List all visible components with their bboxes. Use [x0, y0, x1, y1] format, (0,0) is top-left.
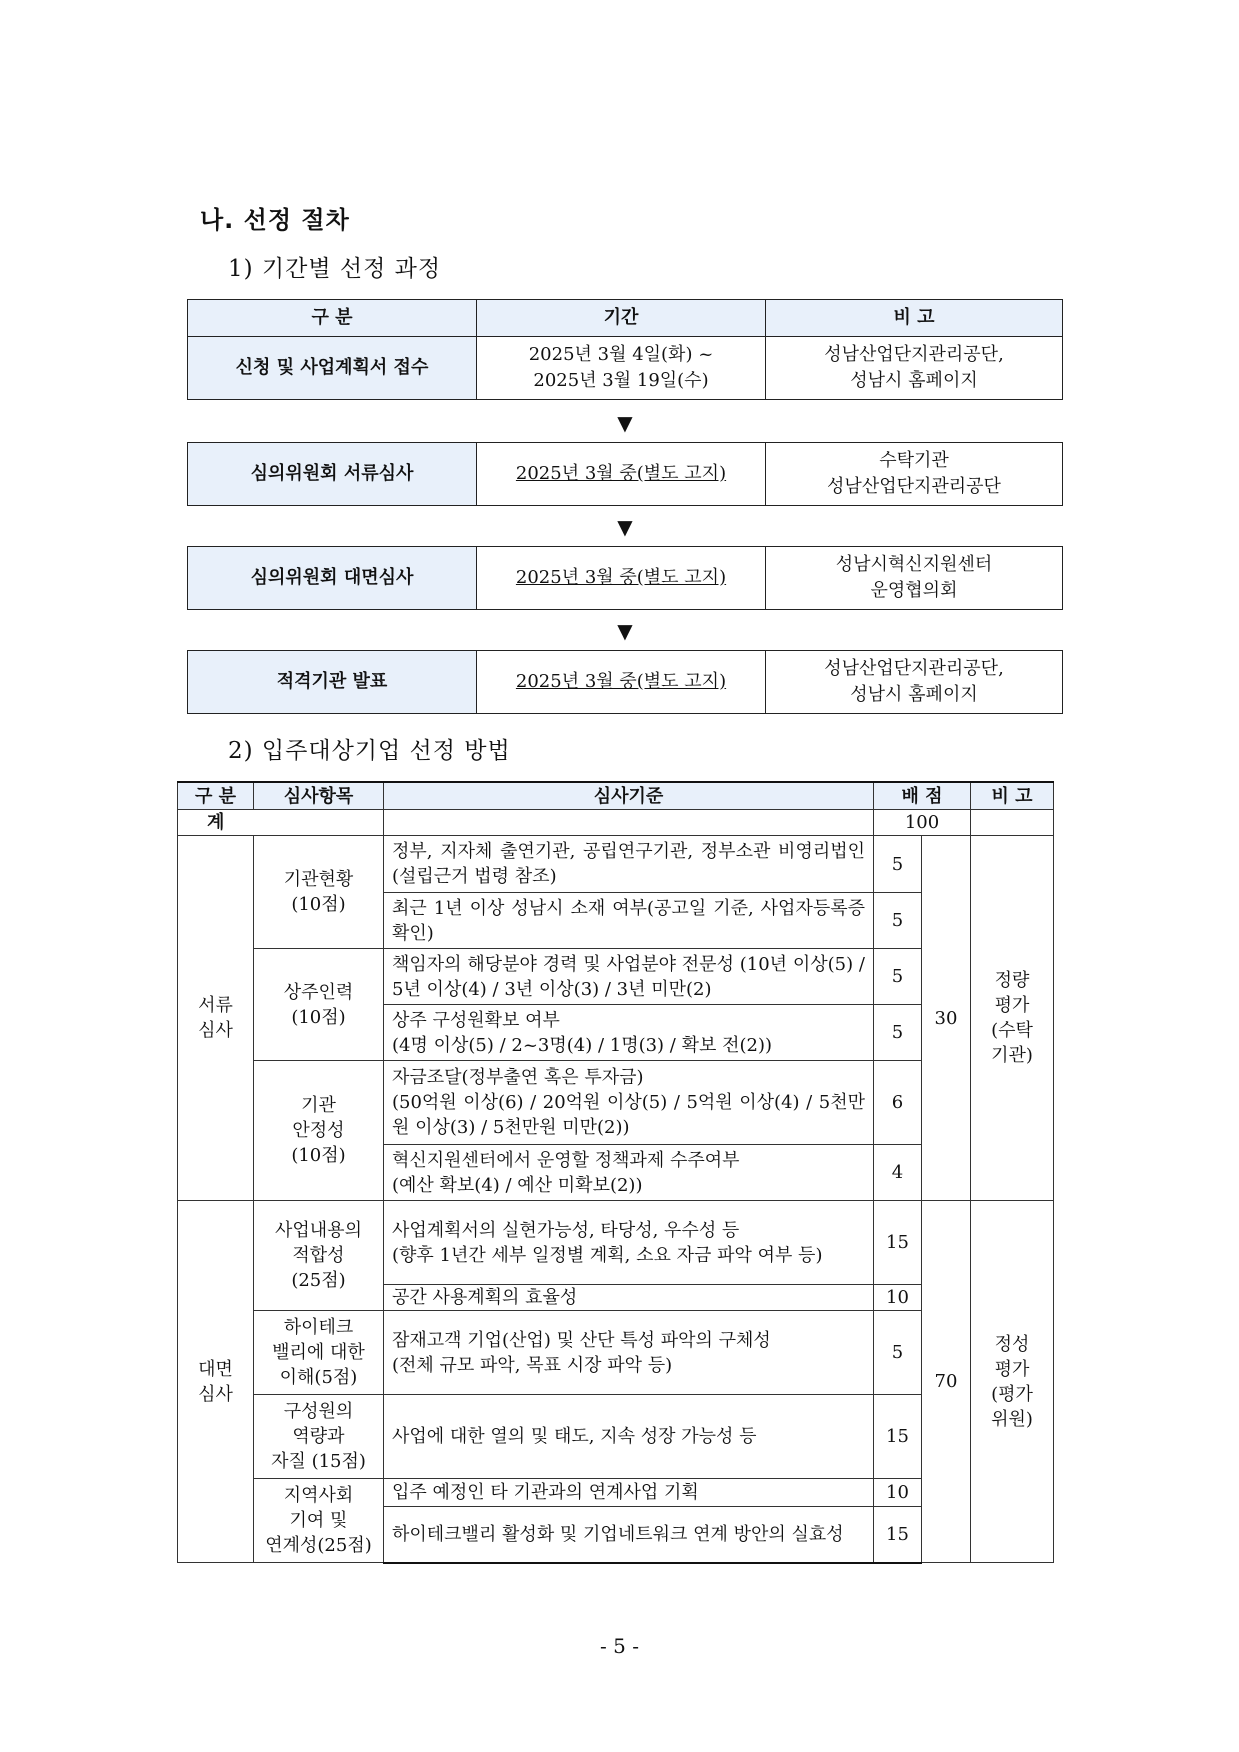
eval-score: 15: [874, 1507, 922, 1563]
eval-header-score: 배 점: [874, 782, 971, 810]
eval-score: 6: [874, 1061, 922, 1145]
eval-criteria: 사업계획서의 실현가능성, 타당성, 우수성 등 (향후 1년간 세부 일정별 계획, 소요 자금 파악 여부 등): [384, 1201, 874, 1285]
eval-group-subtotal: 70: [922, 1201, 971, 1563]
eval-criteria: 최근 1년 이상 성남시 소재 여부(공고일 기준, 사업자등록증 확인): [384, 893, 874, 949]
eval-total-label: 계: [178, 810, 254, 836]
eval-score: 15: [874, 1395, 922, 1479]
eval-score: 5: [874, 893, 922, 949]
eval-score: 5: [874, 1005, 922, 1061]
stage-note: 수탁기관 성남산업단지관리공단: [766, 443, 1063, 506]
table-row: [178, 1201, 1054, 1285]
eval-header-row: [178, 782, 1054, 810]
header-category: 구 분: [188, 300, 477, 337]
subsection-title-selection-method: 2) 입주대상기업 선정 방법: [228, 738, 511, 764]
eval-item-name: 지역사회 기여 및 연계성(25점): [254, 1479, 384, 1563]
stage-name: 심의위원회 대면심사: [188, 547, 477, 610]
eval-item-name: 기관현황 (10점): [254, 836, 384, 949]
empty-cell: [254, 810, 384, 836]
header-period: 기간: [477, 300, 766, 337]
eval-criteria: 입주 예정인 타 기관과의 연계사업 기획: [384, 1479, 874, 1507]
stage-period: 2025년 3월 중(별도 고지): [477, 443, 766, 506]
stage-note: 성남시혁신지원센터 운영협의회: [766, 547, 1063, 610]
eval-criteria: 잠재고객 기업(산업) 및 산단 특성 파악의 구체성 (전체 규모 파악, 목표 시장 파악 등): [384, 1311, 874, 1395]
down-arrow-icon: ▼: [617, 619, 633, 643]
evaluation-table: [177, 781, 1054, 1564]
eval-criteria: 공간 사용계획의 효율성: [384, 1285, 874, 1311]
process-table-stage4: [187, 650, 1063, 714]
eval-group-name: 대면 심사: [178, 1201, 254, 1563]
eval-score: 4: [874, 1145, 922, 1201]
process-stage-row: [188, 651, 1063, 714]
eval-criteria: 상주 구성원확보 여부 (4명 이상(5) / 2~3명(4) / 1명(3) / 확보 전(2)): [384, 1005, 874, 1061]
eval-total-score: 100: [874, 810, 971, 836]
eval-criteria: 자금조달(정부출연 혹은 투자금) (50억원 이상(6) / 20억원 이상(5) / 5억원 이상(4) / 5천만원 이상(3) / 5천만원 미만(2)): [384, 1061, 874, 1145]
process-stage-row: [188, 547, 1063, 610]
stage-name: 적격기관 발표: [188, 651, 477, 714]
eval-group-note: 정성 평가 (평가 위원): [971, 1201, 1054, 1563]
down-arrow-icon: ▼: [617, 411, 633, 435]
eval-header-category: 구 분: [178, 782, 254, 810]
eval-score: 15: [874, 1201, 922, 1285]
stage-period: 2025년 3월 4일(화) ~ 2025년 3월 19일(수): [477, 337, 766, 400]
page-number: - 5 -: [600, 1634, 639, 1658]
eval-criteria: 책임자의 해당분야 경력 및 사업분야 전문성 (10년 이상(5) / 5년 이상(4) / 3년 이상(3) / 3년 미만(2): [384, 949, 874, 1005]
process-table-header-stage1: [187, 299, 1063, 400]
stage-period: 2025년 3월 중(별도 고지): [477, 547, 766, 610]
eval-header-criteria: 심사기준: [384, 782, 874, 810]
eval-criteria: 정부, 지자체 출연기관, 공립연구기관, 정부소관 비영리법인(설립근거 법령 참조): [384, 836, 874, 893]
eval-score: 10: [874, 1285, 922, 1311]
process-stage-row: [188, 443, 1063, 506]
eval-criteria: 사업에 대한 열의 및 태도, 지속 성장 가능성 등: [384, 1395, 874, 1479]
eval-score: 5: [874, 1311, 922, 1395]
stage-note: 성남산업단지관리공단, 성남시 홈페이지: [766, 337, 1063, 400]
eval-group-name: 서류 심사: [178, 836, 254, 1201]
eval-item-name: 사업내용의 적합성 (25점): [254, 1201, 384, 1311]
eval-header-item: 심사항목: [254, 782, 384, 810]
stage-period: 2025년 3월 중(별도 고지): [477, 651, 766, 714]
section-title: 나. 선정 절차: [200, 206, 350, 234]
stage-note: 성남산업단지관리공단, 성남시 홈페이지: [766, 651, 1063, 714]
eval-item-name: 상주인력 (10점): [254, 949, 384, 1061]
empty-cell: [384, 810, 874, 836]
eval-score: 5: [874, 949, 922, 1005]
eval-header-note: 비 고: [971, 782, 1054, 810]
subsection-title-periods: 1) 기간별 선정 과정: [228, 256, 442, 282]
eval-group-note: 정량 평가 (수탁 기관): [971, 836, 1054, 1201]
eval-total-row: [178, 810, 1054, 836]
process-stage-row: [188, 337, 1063, 400]
process-header-row: [188, 300, 1063, 337]
table-row: [178, 836, 1054, 893]
process-table-stage3: [187, 546, 1063, 610]
eval-criteria: 혁신지원센터에서 운영할 정책과제 수주여부 (예산 확보(4) / 예산 미확보(2)): [384, 1145, 874, 1201]
header-note: 비 고: [766, 300, 1063, 337]
eval-score: 5: [874, 836, 922, 893]
empty-cell: [971, 810, 1054, 836]
down-arrow-icon: ▼: [617, 515, 633, 539]
eval-item-name: 하이테크 밸리에 대한 이해(5점): [254, 1311, 384, 1395]
process-table-stage2: [187, 442, 1063, 506]
eval-criteria: 하이테크밸리 활성화 및 기업네트워크 연계 방안의 실효성: [384, 1507, 874, 1563]
eval-item-name: 구성원의 역량과 자질 (15점): [254, 1395, 384, 1479]
stage-name: 심의위원회 서류심사: [188, 443, 477, 506]
eval-group-subtotal: 30: [922, 836, 971, 1201]
stage-name: 신청 및 사업계획서 접수: [188, 337, 477, 400]
eval-score: 10: [874, 1479, 922, 1507]
eval-item-name: 기관 안정성 (10점): [254, 1061, 384, 1201]
